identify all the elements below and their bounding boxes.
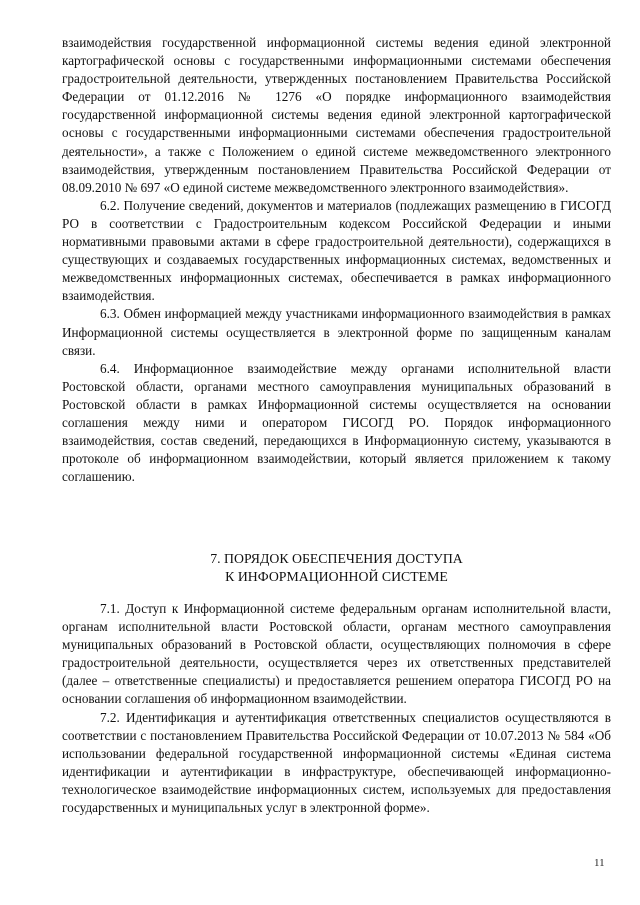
document-body-top (62, 34, 611, 486)
paragraph-6-2: 6.2. Получение сведений, документов и материалов (подлежащих размещению в ГИСОГД РО в соответствии с Градостроительным кодексом Российской Федерации и иными нормативными правовыми актами в сфере градостроительной деятельности), содержащихся в существующих и создаваемых государственных информационных системах, ведомственных и межведомственных информационных системах, обеспечивается в рамках информационного взаимодействия. (62, 197, 611, 304)
paragraph-6-4: 6.4. Информационное взаимодействие между органами исполнительной власти Ростовской области, органами местного самоуправления муниципальных образований в Ростовской области в рамках Информационной системы осуществляется на основании соглашения между ними и оператором ГИСОГД РО. Порядок информационного взаимодействия, состав сведений, передающихся в Информационную систему, указываются в протоколе об информационном взаимодействии, который является приложением к такому соглашению. (62, 360, 611, 485)
section-heading (62, 550, 611, 586)
document-body-bottom (62, 600, 611, 817)
page-number: 11 (594, 857, 605, 869)
paragraph-6-3: 6.3. Обмен информацией между участниками информационного взаимодействия в рамках Информационной системы осуществляется в электронной форме по защищенным каналам связи. (62, 306, 611, 358)
section-heading-line-1: 7. ПОРЯДОК ОБЕСПЕЧЕНИЯ ДОСТУПА (210, 551, 463, 566)
paragraph-7-1: 7.1. Доступ к Информационной системе федеральным органам исполнительной власти, органам исполнительной власти Ростовской области, органам местного самоуправления муниципальных образований в Ростовской области, осуществляющих полномочия в сфере градостроительной деятельности, осуществляется через их ответственных представителей (далее – ответственные специалисты) и предоставляется решением оператора ГИСОГД РО на основании соглашения об информационном взаимодействии. (62, 601, 611, 707)
paragraph-7-2: 7.2. Идентификация и аутентификация ответственных специалистов осуществляются в соответствии с постановлением Правительства Российской Федерации от 10.07.2013 № 584 «Об использовании федеральной государственной информационной системы «Единая система идентификации и аутентификации в инфраструктуре, обеспечивающей информационно-технологическое взаимодействие информационных систем, используемых для предоставления государственных и муниципальных услуг в электронной форме». (62, 709, 611, 816)
paragraph-continuation: взаимодействия государственной информационной системы ведения единой электронной картографической основы с государственными информационными системами обеспечения градостроительной деятельности, утвержденных постановлением Правительства Российской Федерации от 01.12.2016 № 1276 «О порядке информационного взаимодействия государственной информационной системы ведения единой электронной картографической основы с государственными информационными системами обеспечения градостроительной деятельности», а также с Положением о единой системе межведомственного электронного взаимодействия, утвержденным постановлением Правительства Российской Федерации от 08.09.2010 № 697 «О единой системе межведомственного электронного взаимодействия». (62, 35, 611, 195)
section-heading-line-2: К ИНФОРМАЦИОННОЙ СИСТЕМЕ (225, 569, 448, 584)
